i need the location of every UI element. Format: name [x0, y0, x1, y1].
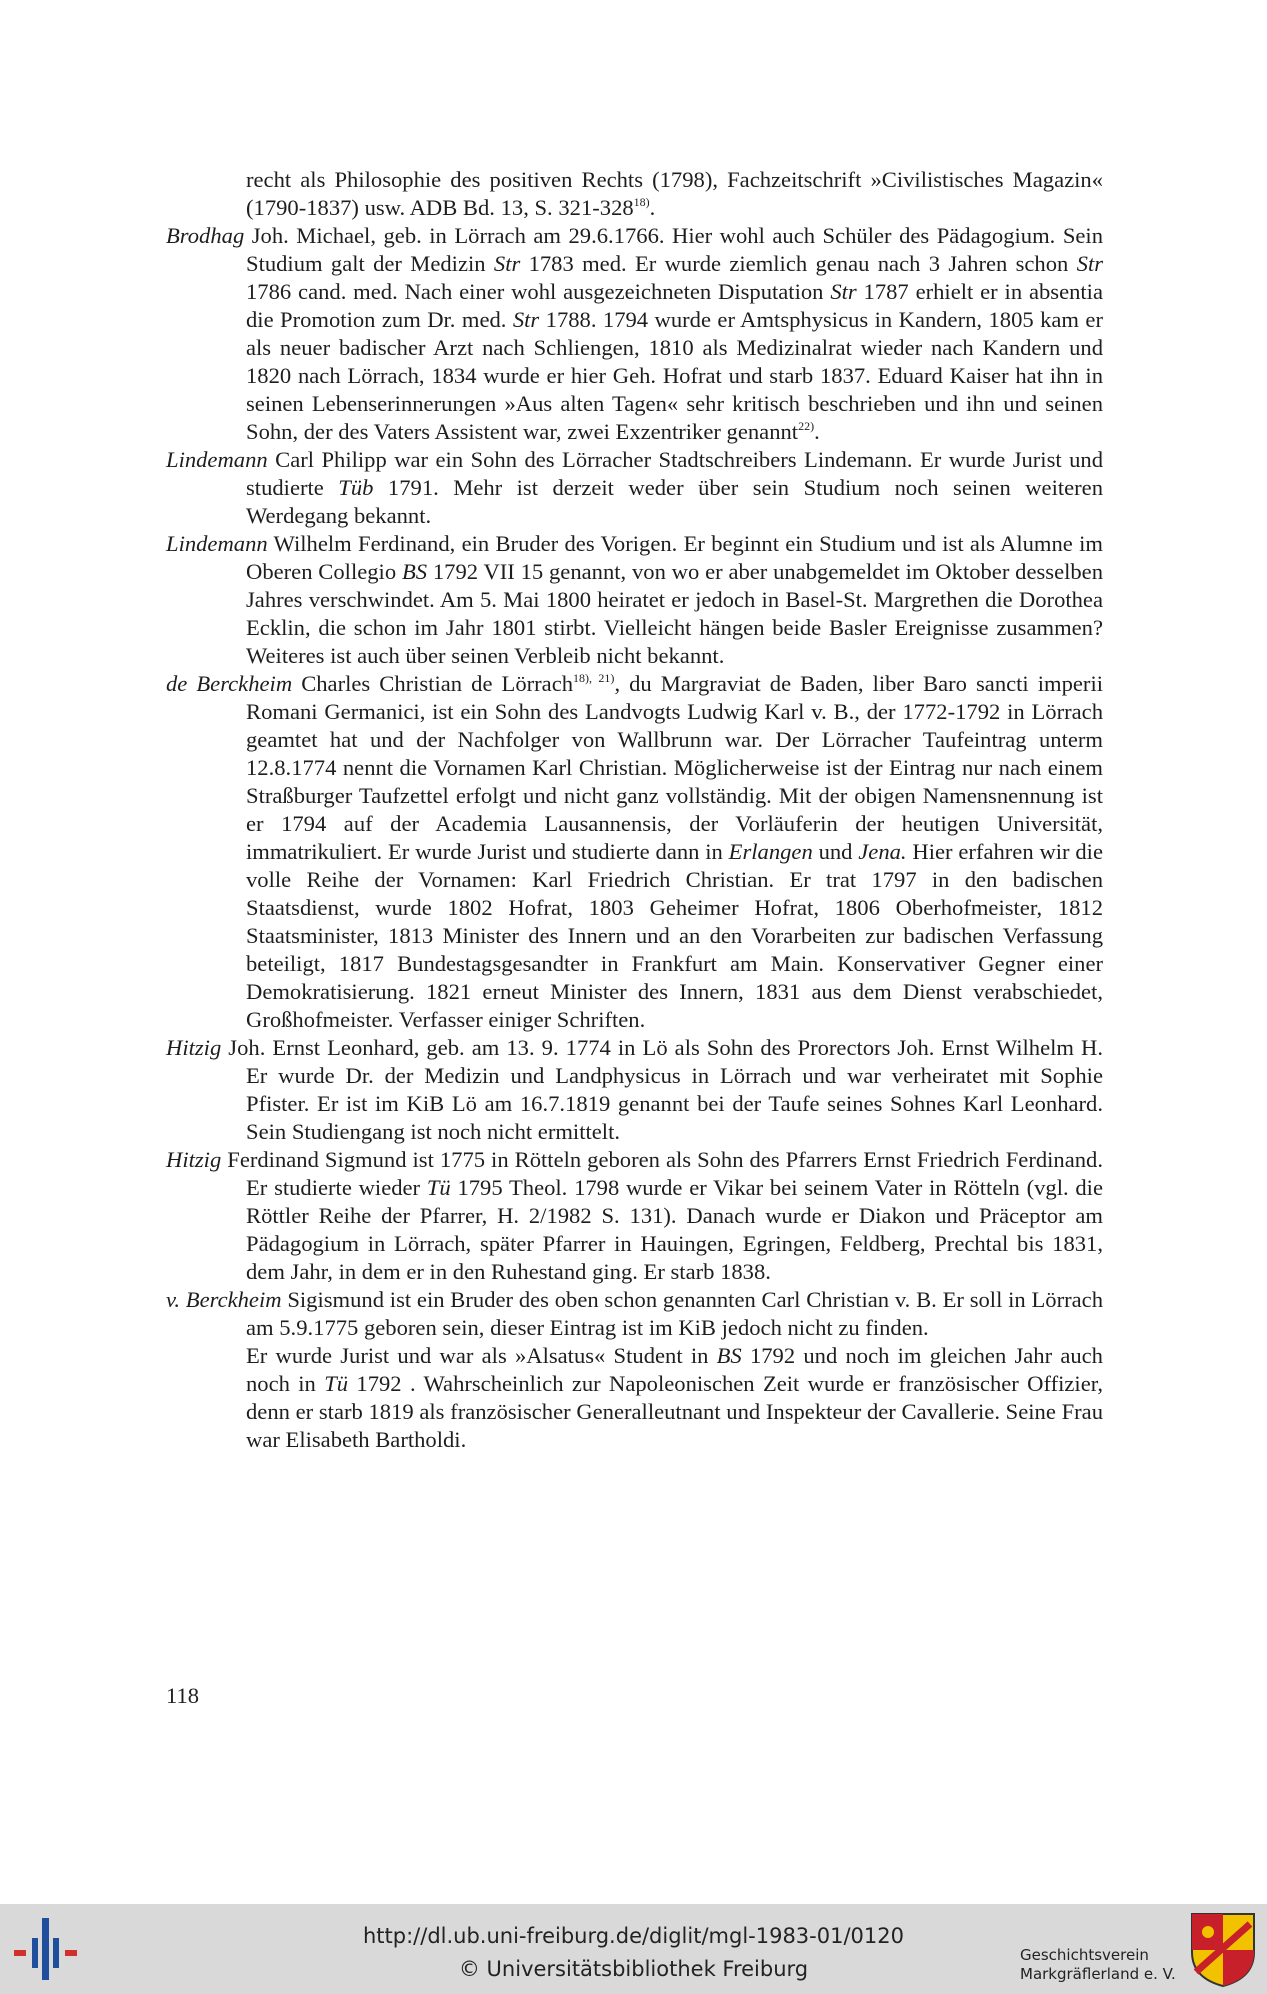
- entry-text: Joh. Michael, geb. in Lörrach am 29.6.1766. Hier wohl auch Schüler des Pädagogium. Sein Studium galt der Medizin: [244, 223, 1103, 276]
- entry-text: .: [649, 195, 656, 220]
- entry-text: Erlangen: [728, 839, 813, 864]
- entry-text: Charles Christian de Lörrach: [292, 671, 574, 696]
- entry-name: Lindemann: [166, 447, 268, 472]
- page-number: 118: [166, 1683, 200, 1708]
- entry-text: und: [812, 839, 859, 864]
- entry-text: Hier erfahren wir die volle Reihe der Vornamen: Karl Friedrich Christian. Er trat 1797 in den badischen Staatsdienst, wurde 1802 Hofrat, 1803 Geheimer Hofrat, 1806 Oberhofmeister, 1812 Staatsminister, 1813 Minister des Innern und an den Vorarbeiten zur badischen Verfassung beteiligt, 1817 Bundestagsgesandter in Frankfurt am Main. Konservativer Gegner einer Demokratisierung. 1821 erneut Minister des Innern, 1831 aus dem Dienst verabschiedet, Großhofmeister. Verfasser einiger Schriften.: [246, 839, 1103, 1032]
- society-name-line2: Markgräflerland e. V.: [1020, 1965, 1176, 1983]
- entry-text: 1795 Theol. 1798 wurde er Vikar bei seinem Vater in Rötteln (vgl. die Röttler Reihe der Pfarrer, H. 2/1982 S. 131). Danach wurde er Diakon und Präceptor am Pädagogium in Lörrach, später Pfarrer in Hauingen, Egringen, Feldberg, Prechtal bis 1831, dem Jahr, in dem er in den Ruhestand ging. Er starb 1838.: [246, 1175, 1103, 1284]
- entry-text: Carl Philipp war ein Sohn des Lörracher Stadtschreibers Lindemann. Er wurde Jurist und studierte: [246, 447, 1103, 500]
- entry-text: Er wurde Jurist und war als »Alsatus« Student in: [246, 1343, 717, 1368]
- footer-url-link[interactable]: http://dl.ub.uni-freiburg.de/diglit/mgl-1983-01/0120: [362, 1924, 904, 1948]
- footnote-ref: 18), 21): [573, 671, 615, 685]
- register-entry: [166, 670, 1103, 1034]
- footnote-ref: 22): [798, 419, 815, 433]
- entry-text: Tüb: [338, 475, 374, 500]
- register-entry: [166, 222, 1103, 446]
- register-entry: [166, 1034, 1103, 1146]
- entry-text: Str: [512, 307, 540, 332]
- entry-text: , du Margraviat de Baden, liber Baro sancti imperii Romani Germanici, ist ein Sohn des Landvogts Ludwig Karl v. B., der 1772-1792 in Lörrach geamtet hat und der Nachfolger von Wallbrunn war. Der Lörracher Taufeintrag unterm 12.8.1774 nennt die Vornamen Karl Christian. Möglicherweise ist der Eintrag nur nach einem Straßburger Taufzettel erfolgt und nicht ganz vollständig. Mit der obigen Namensnennung ist er 1794 auf der Academia Lausannensis, der Vorläuferin der heutigen Universität, immatrikuliert. Er wurde Jurist und studierte dann in: [246, 671, 1104, 864]
- entry-text: Str: [830, 279, 857, 304]
- footer-copyright: © Universitätsbibliothek Freiburg: [458, 1957, 809, 1981]
- footer-bar: [0, 1904, 1267, 1994]
- entry-text: 1791. Mehr ist derzeit weder über sein Studium noch seinen weiteren Werdegang bekannt.: [246, 475, 1103, 528]
- society-name-line1: Geschichtsverein: [1020, 1946, 1149, 1964]
- entry-text: BS: [716, 1343, 742, 1368]
- entry-text: 1786 cand. med. Nach einer wohl ausgezeichneten Disputation: [246, 279, 831, 304]
- entry-text: Str: [1076, 251, 1104, 276]
- entry-text: Sigismund ist ein Bruder des oben schon genannten Carl Christian v. B. Er soll in Lörrach am 5.9.1775 geboren sein, dieser Eintrag ist im KiB jedoch nicht zu finden.: [246, 1287, 1104, 1340]
- entry-text: 1792 und noch im gleichen Jahr auch noch in: [246, 1343, 1103, 1396]
- entry-name: Brodhag: [166, 223, 245, 248]
- entry-text: Tü: [426, 1175, 451, 1200]
- entry-text: Joh. Ernst Leonhard, geb. am 13. 9. 1774 in Lö als Sohn des Prorectors Joh. Ernst Wilhelm H. Er wurde Dr. der Medizin und Landphysicus in Lörrach und war verheiratet mit Sophie Pfister. Er ist im KiB Lö am 16.7.1819 genannt bei der Taufe seines Sohnes Karl Leonhard. Sein Studiengang ist noch nicht ermittelt.: [221, 1035, 1103, 1144]
- entry-text: 1792 VII 15 genannt, von wo er aber unabgemeldet im Oktober desselben Jahres verschwindet. Am 5. Mai 1800 heiratet er jedoch in Basel-St. Margrethen die Dorothea Ecklin, die schon im Jahr 1801 stirbt. Vielleicht hängen beide Basler Ereignisse zusammen? Weiteres ist auch über seinen Verbleib nicht bekannt.: [246, 559, 1104, 668]
- entry-text: 1783 med. Er wurde ziemlich genau nach 3 Jahren schon: [520, 251, 1077, 276]
- entry-name: Hitzig: [166, 1147, 222, 1172]
- entry-name: de Berckheim: [166, 671, 293, 696]
- entry-text: 1788. 1794 wurde er Amtsphysicus in Kandern, 1805 kam er als neuer badischer Arzt nach Schliengen, 1810 als Medizinalrat wieder nach Kandern und 1820 nach Lörrach, 1834 wurde er hier Geh. Hofrat und starb 1837. Eduard Kaiser hat ihn in seinen Lebenserinnerungen »Aus alten Tagen« sehr kritisch beschrieben und ihn und seinen Sohn, der des Vaters Assistent war, zwei Exzentriker genannt: [246, 307, 1103, 444]
- entry-name: v. Berckheim: [166, 1287, 282, 1312]
- entry-name: Lindemann: [166, 531, 268, 556]
- society-name: [1020, 1946, 1190, 1984]
- entry-text: Wilhelm Ferdinand, ein Bruder des Vorigen. Er beginnt ein Studium und ist als Alumne im Oberen Collegio: [246, 531, 1103, 584]
- register-entry: [166, 530, 1103, 670]
- register-entry: [166, 1286, 1103, 1342]
- continuation-paragraph: [166, 166, 1103, 222]
- register-entry: [166, 1146, 1103, 1286]
- entry-text: 1792 . Wahrscheinlich zur Napoleonischen Zeit wurde er französischer Offizier, denn er starb 1819 als französischer Generalleutnant und Inspekteur der Cavallerie. Seine Frau war Elisabeth Bartholdi.: [246, 1371, 1103, 1452]
- footnote-ref: 18): [633, 195, 650, 209]
- entry-name: Hitzig: [166, 1035, 222, 1060]
- society-crest-icon[interactable]: [1190, 1912, 1256, 1988]
- continuation-paragraph: [166, 1342, 1103, 1454]
- entry-text: BS: [401, 559, 428, 584]
- entry-text: 1787 erhielt er in absentia die Promotion zum Dr. med.: [246, 279, 1103, 332]
- entry-text: Tü: [324, 1371, 349, 1396]
- entry-text: Jena.: [858, 839, 907, 864]
- page-body: [166, 166, 1103, 1454]
- entry-text: Ferdinand Sigmund ist 1775 in Rötteln geboren als Sohn des Pfarrers Ernst Friedrich Ferdinand. Er studierte wieder: [221, 1147, 1103, 1200]
- entry-text: .: [814, 419, 820, 444]
- register-entry: [166, 446, 1103, 530]
- entry-text: Str: [493, 251, 521, 276]
- entry-text: recht als Philosophie des positiven Rechts (1798), Fachzeitschrift »Civilistisches Magazin« (1790-1837) usw. ADB Bd. 13, S. 321-328: [246, 167, 1103, 220]
